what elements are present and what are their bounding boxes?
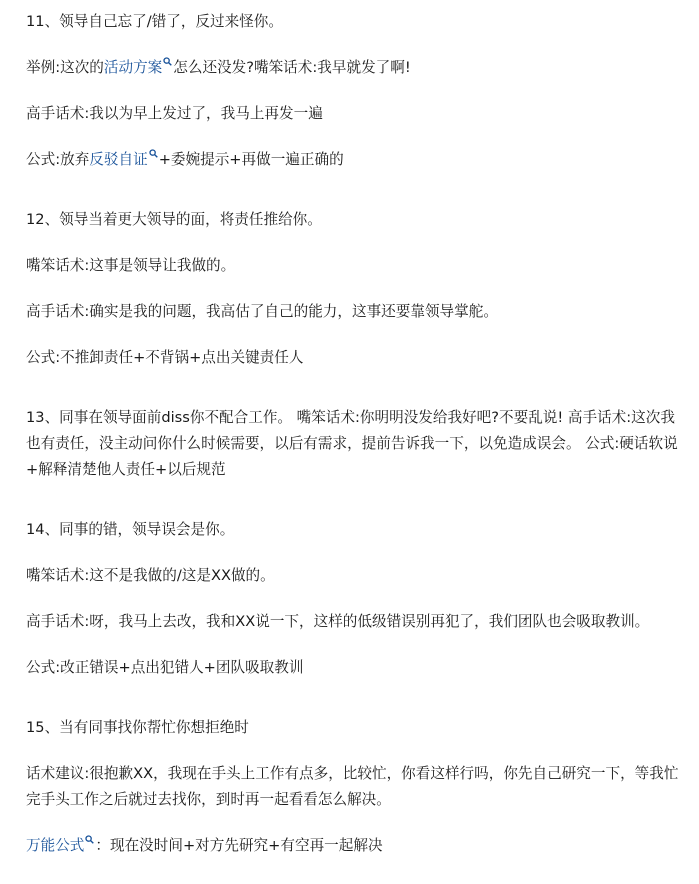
- section-15-formula-suffix: ：现在没时间+对方先研究+有空再一起解决: [95, 837, 383, 854]
- search-icon[interactable]: [163, 57, 172, 66]
- universal-formula-link[interactable]: 万能公式: [26, 837, 85, 854]
- section-11-formula-suffix: +委婉提示+再做一遍正确的: [158, 151, 344, 168]
- section-12-title: 12、领导当着更大领导的面，将责任推给你。: [26, 211, 322, 228]
- section-12-formula: 公式:不推卸责任+不背锅+点出关键责任人: [26, 349, 304, 366]
- section-15-formula: [26, 833, 682, 859]
- section-11-example: [26, 55, 682, 81]
- section-11-formula-prefix: 公式:放弃: [26, 151, 90, 168]
- section-15-title: 15、当有同事找你帮忙你想拒绝时: [26, 719, 249, 736]
- section-14-formula: 公式:改正错误+点出犯错人+团队吸取教训: [26, 659, 304, 676]
- section-11-example-prefix: 举例:这次的: [26, 59, 104, 76]
- section-14-title: 14、同事的错，领导误会是你。: [26, 521, 235, 538]
- section-11-formula: [26, 147, 682, 173]
- section-11-title: 11、领导自己忘了/错了，反过来怪你。: [26, 13, 283, 30]
- activity-plan-link[interactable]: 活动方案: [103, 59, 163, 76]
- rebut-self-proof-link[interactable]: 反驳自证: [89, 151, 148, 168]
- section-14-clumsy: 嘴笨话术:这不是我做的/这是XX做的。: [26, 567, 275, 584]
- section-15-advice: 话术建议:很抱歉XX，我现在手头上工作有点多，比较忙，你看这样行吗，你先自己研究一下，等我忙完手头工作之后就过去找你，到时再一起看看怎么解决。: [26, 765, 679, 808]
- search-icon[interactable]: [85, 835, 94, 844]
- article-body: [26, 9, 682, 859]
- section-13-body: 13、同事在领导面前diss你不配合工作。 嘴笨话术:你明明没发给我好吧?不要乱说! 高手话术:这次我也有责任，没主动问你什么时候需要，以后有需求，提前告诉我一下，以免造成误会。 公式:硬话软说+解释清楚他人责任+以后规范: [26, 409, 678, 478]
- section-14-expert: 高手话术:呀，我马上去改，我和XX说一下，这样的低级错误别再犯了，我们团队也会吸取教训。: [26, 613, 650, 630]
- section-12-expert: 高手话术:确实是我的问题，我高估了自己的能力，这事还要靠领导掌舵。: [26, 303, 498, 320]
- search-icon[interactable]: [149, 149, 158, 158]
- section-11-example-suffix: 怎么还没发?嘴笨话术:我早就发了啊!: [173, 59, 411, 76]
- section-11-expert: 高手话术:我以为早上发过了，我马上再发一遍: [26, 105, 323, 122]
- section-12-clumsy: 嘴笨话术:这事是领导让我做的。: [26, 257, 236, 274]
